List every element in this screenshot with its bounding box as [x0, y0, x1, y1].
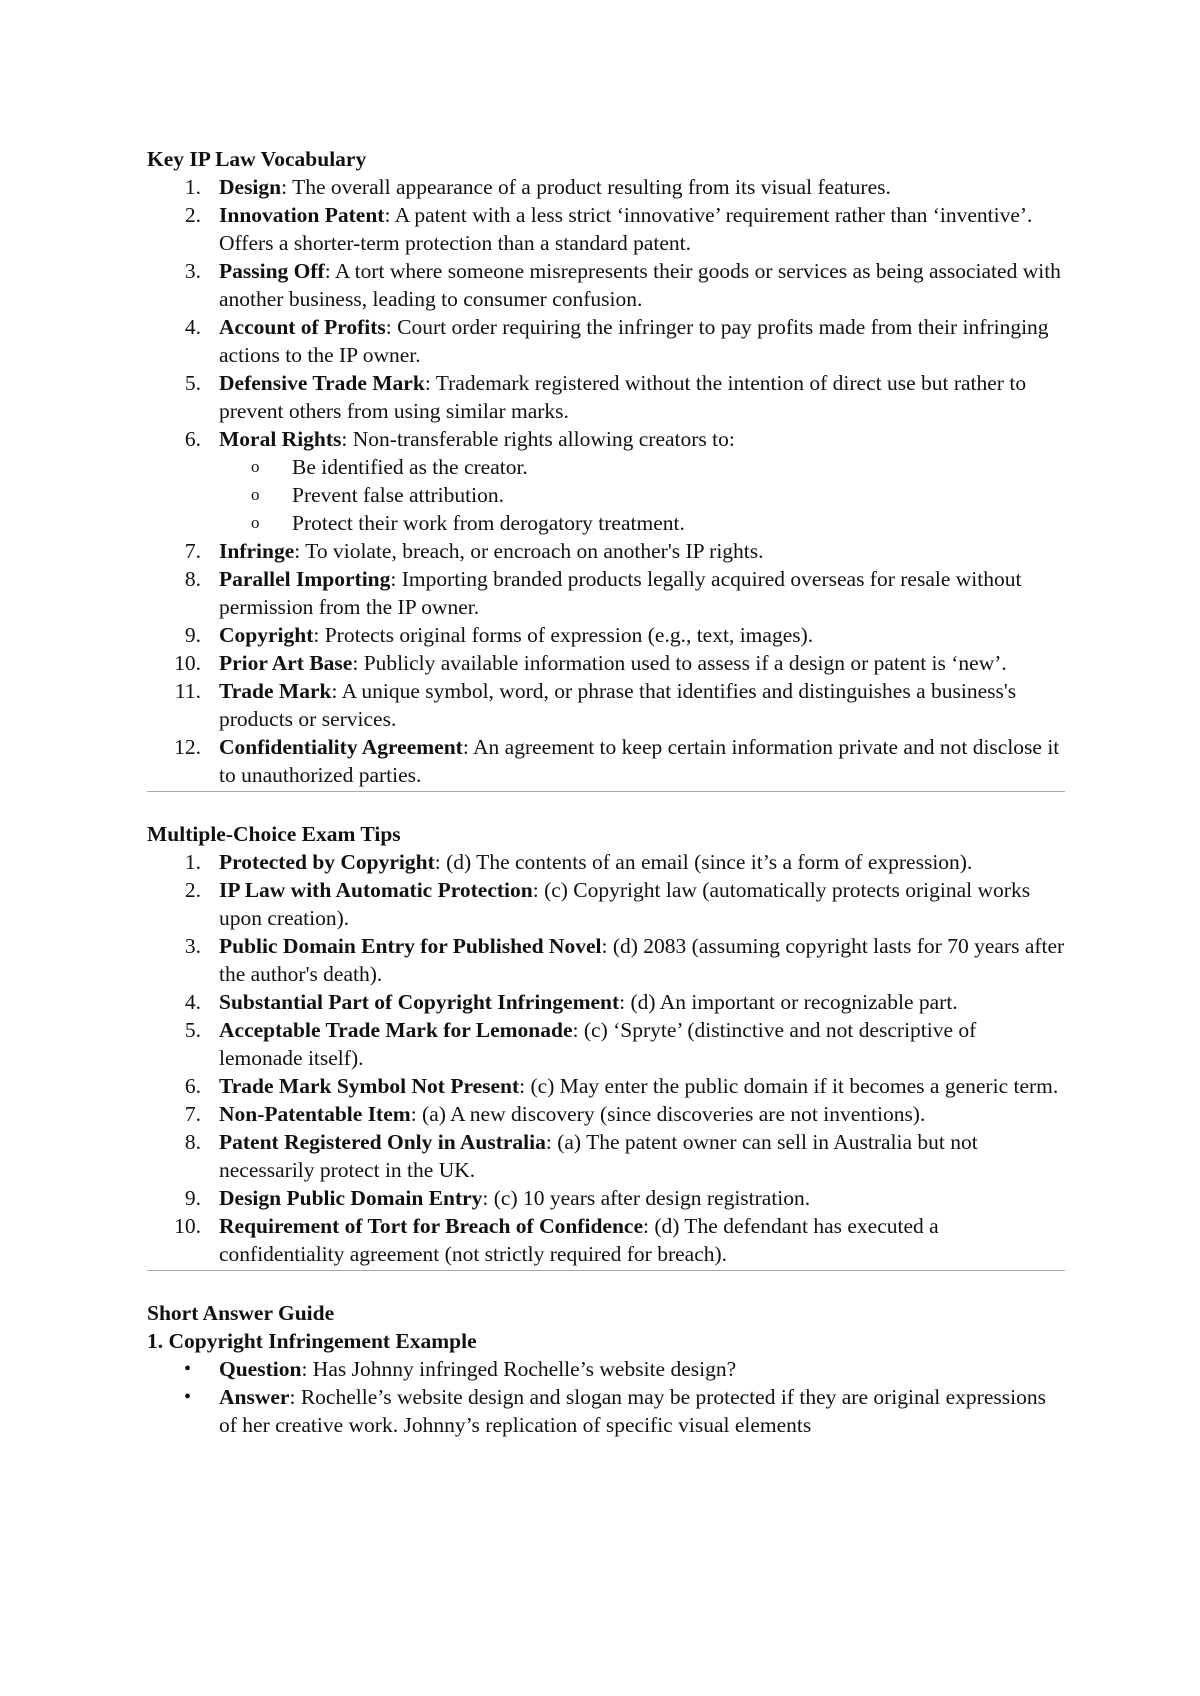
item-term: Innovation Patent [219, 203, 385, 227]
item-number: 4. [184, 315, 201, 339]
vocab-item [147, 733, 1065, 789]
short-answer-section-title: Short Answer Guide [147, 1301, 335, 1325]
vocab-item [147, 257, 1065, 313]
item-definition: : A tort where someone misrepresents their goods or services as being associated with another business, leading to consumer confusion. [219, 259, 1061, 311]
item-term: IP Law with Automatic Protection [219, 878, 533, 902]
sub-item-text: Protect their work from derogatory treatment. [292, 511, 685, 535]
item-answer: : (c) May enter the public domain if it becomes a generic term. [519, 1074, 1059, 1098]
vocab-item [147, 369, 1065, 425]
item-term: Prior Art Base [219, 651, 353, 675]
mcq-item [147, 876, 1065, 932]
item-number: 10. [174, 1214, 201, 1238]
item-number: 4. [184, 990, 201, 1014]
mcq-item [147, 1100, 1065, 1128]
item-answer: : (d) The defendant has executed a confidentiality agreement (not strictly required for breach). [219, 1214, 939, 1266]
item-term: Trade Mark Symbol Not Present [219, 1074, 520, 1098]
item-number: 12. [174, 735, 201, 759]
item-definition: : Court order requiring the infringer to pay profits made from their infringing actions to the IP owner. [219, 315, 1049, 367]
item-term: Non-Patentable Item [219, 1102, 411, 1126]
item-term: Infringe [219, 539, 295, 563]
item-text: : Rochelle’s website design and slogan may be protected if they are original expressions of her creative work. Johnny’s replication of specific visual elements [219, 1385, 1046, 1437]
item-number: 3. [184, 934, 201, 958]
mcq-item [147, 988, 1065, 1016]
item-term: Design Public Domain Entry [219, 1186, 483, 1210]
short-answer-list [147, 1355, 1065, 1439]
item-answer: : (c) 10 years after design registration. [482, 1186, 811, 1210]
item-answer: : (a) The patent owner can sell in Australia but not necessarily protect in the UK. [219, 1130, 978, 1182]
mcq-item [147, 1184, 1065, 1212]
item-term: Passing Off [219, 259, 325, 283]
bullet-icon: • [184, 1386, 192, 1408]
vocab-item [147, 313, 1065, 369]
item-number: 7. [184, 539, 201, 563]
item-term: Parallel Importing [219, 567, 391, 591]
circle-bullet-icon: o [251, 485, 260, 504]
item-number: 1. [184, 850, 201, 874]
short-answer-item [147, 1383, 1065, 1439]
item-term: Protected by Copyright [219, 850, 435, 874]
item-term: Substantial Part of Copyright Infringement [219, 990, 620, 1014]
spacer [147, 1271, 1065, 1299]
item-term: Design [219, 175, 282, 199]
vocab-item [147, 201, 1065, 257]
item-number: 9. [184, 623, 201, 647]
item-number: 5. [184, 1018, 201, 1042]
item-definition: : A unique symbol, word, or phrase that identifies and distinguishes a business's products or services. [219, 679, 1017, 731]
sub-item-text: Be identified as the creator. [292, 455, 528, 479]
item-term: Requirement of Tort for Breach of Confidence [219, 1214, 643, 1238]
item-definition: : The overall appearance of a product resulting from its visual features. [281, 175, 891, 199]
item-number: 1. [184, 175, 201, 199]
item-number: 2. [184, 203, 201, 227]
vocab-item [147, 565, 1065, 621]
item-term: Acceptable Trade Mark for Lemonade [219, 1018, 573, 1042]
item-term: Defensive Trade Mark [219, 371, 425, 395]
vocab-item [147, 537, 1065, 565]
item-definition: : Protects original forms of expression (e.g., text, images). [313, 623, 814, 647]
item-answer: : (c) Copyright law (automatically protects original works upon creation). [219, 878, 1031, 930]
item-number: 5. [184, 371, 201, 395]
item-definition: : To violate, breach, or encroach on another's IP rights. [294, 539, 764, 563]
item-definition: : Non-transferable rights allowing creators to: [341, 427, 735, 451]
item-number: 8. [184, 567, 201, 591]
item-answer: : (c) ‘Spryte’ (distinctive and not descriptive of lemonade itself). [219, 1018, 977, 1070]
item-answer: : (d) 2083 (assuming copyright lasts for 70 years after the author's death). [219, 934, 1065, 986]
item-number: 6. [184, 1074, 201, 1098]
item-answer: : (d) The contents of an email (since it’s a form of expression). [434, 850, 973, 874]
mcq-list [147, 848, 1065, 1268]
item-number: 9. [184, 1186, 201, 1210]
short-answer-subtitle: 1. Copyright Infringement Example [147, 1329, 477, 1353]
vocab-item [147, 677, 1065, 733]
circle-bullet-icon: o [251, 513, 260, 532]
vocab-item [147, 425, 1065, 537]
mcq-item [147, 932, 1065, 988]
item-answer: : (d) An important or recognizable part. [619, 990, 958, 1014]
item-term: Question [219, 1357, 302, 1381]
spacer [147, 792, 1065, 820]
item-term: Confidentiality Agreement [219, 735, 463, 759]
sub-item [219, 453, 1065, 481]
vocab-item [147, 621, 1065, 649]
item-definition: : Trademark registered without the intention of direct use but rather to prevent others from using similar marks. [219, 371, 1027, 423]
item-term: Trade Mark [219, 679, 332, 703]
sub-item [219, 481, 1065, 509]
item-definition: : Importing branded products legally acquired overseas for resale without permission from the IP owner. [219, 567, 1022, 619]
mcq-item [147, 848, 1065, 876]
item-term: Copyright [219, 623, 314, 647]
mcq-section-title: Multiple-Choice Exam Tips [147, 822, 401, 846]
mcq-item [147, 1016, 1065, 1072]
item-text: : Has Johnny infringed Rochelle’s website design? [301, 1357, 737, 1381]
bullet-icon: • [184, 1358, 192, 1380]
mcq-item [147, 1072, 1065, 1100]
item-number: 7. [184, 1102, 201, 1126]
short-answer-item [147, 1355, 1065, 1383]
item-number: 2. [184, 878, 201, 902]
item-definition: : An agreement to keep certain information private and not disclose it to unauthorized parties. [219, 735, 1060, 787]
sub-item-text: Prevent false attribution. [292, 483, 504, 507]
mcq-item [147, 1212, 1065, 1268]
item-number: 11. [174, 679, 201, 703]
vocab-item [147, 649, 1065, 677]
vocab-list [147, 173, 1065, 789]
item-term: Patent Registered Only in Australia [219, 1130, 546, 1154]
sub-item [219, 509, 1065, 537]
item-definition: : Publicly available information used to assess if a design or patent is ‘new’. [352, 651, 1007, 675]
circle-bullet-icon: o [251, 457, 260, 476]
moral-rights-sublist [219, 453, 1065, 537]
item-term: Public Domain Entry for Published Novel [219, 934, 602, 958]
item-answer: : (a) A new discovery (since discoveries are not inventions). [410, 1102, 926, 1126]
item-number: 3. [184, 259, 201, 283]
vocab-section-title: Key IP Law Vocabulary [147, 147, 367, 171]
item-term: Moral Rights [219, 427, 342, 451]
item-number: 8. [184, 1130, 201, 1154]
item-term: Account of Profits [219, 315, 386, 339]
vocab-item [147, 173, 1065, 201]
item-number: 6. [184, 427, 201, 451]
mcq-item [147, 1128, 1065, 1184]
item-definition: : A patent with a less strict ‘innovative’ requirement rather than ‘inventive’. Offers a shorter-term protection than a standard patent. [219, 203, 1033, 255]
item-number: 10. [174, 651, 201, 675]
item-term: Answer [219, 1385, 290, 1409]
